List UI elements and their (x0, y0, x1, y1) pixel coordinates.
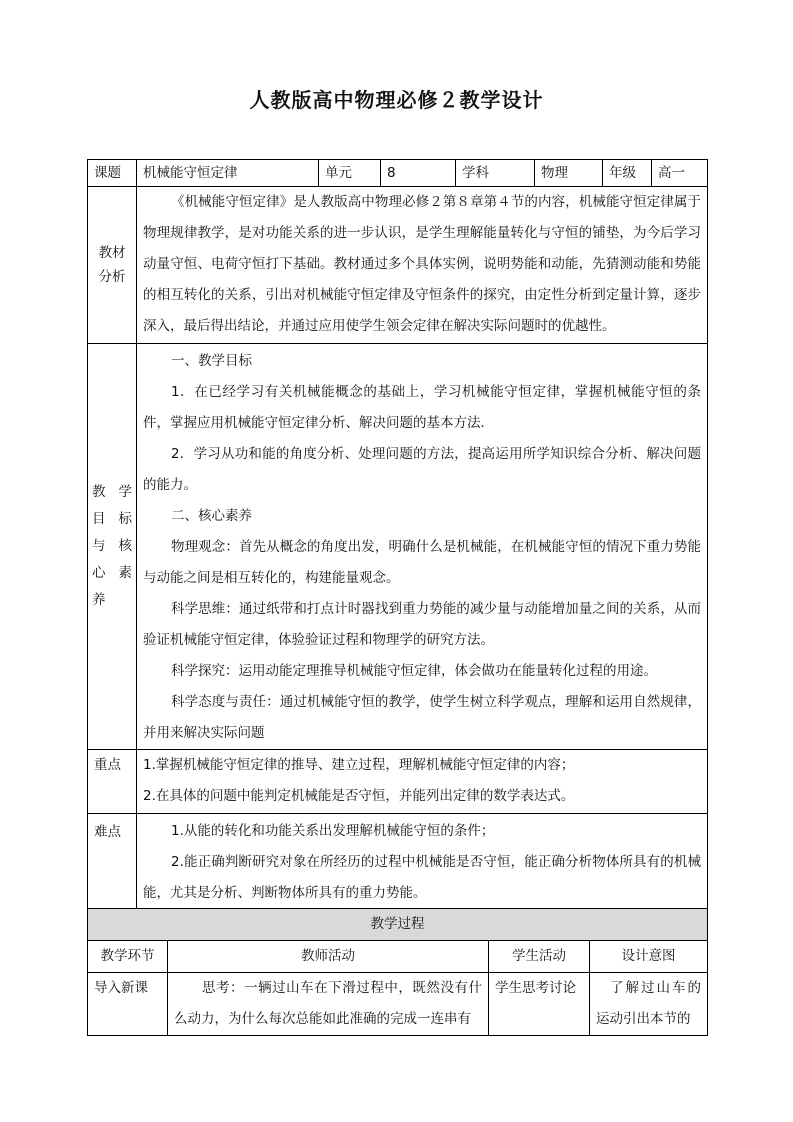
key-point-1: 1.掌握机械能守恒定律的推导、建立过程，理解机械能守恒定律的内容； (143, 757, 575, 773)
key-points-label: 重点 (88, 750, 137, 814)
design-intent-text: 了解过山车的运动引出本节的 (596, 980, 701, 1027)
key-point-2: 2.在具体的问题中能判定机械能是否守恒，并能列出定律的数学表达式。 (143, 788, 575, 804)
analysis-text (137, 187, 708, 344)
topic-value: 机械能守恒定律 (137, 160, 319, 187)
unit-label: 单元 (319, 160, 381, 187)
subject-label: 学科 (456, 160, 535, 187)
teacher-activity-cell (168, 973, 489, 1036)
col-stage: 教学环节 (88, 941, 168, 973)
grade-label: 年级 (603, 160, 652, 187)
grade-value: 高一 (652, 160, 708, 187)
key-points-row (88, 750, 708, 814)
process-columns-row (88, 941, 708, 973)
goals-content (137, 344, 708, 750)
difficulties-row (88, 814, 708, 910)
goals-label-line2: 目 标 (92, 511, 132, 527)
student-activity-cell: 学生思考讨论 (489, 973, 590, 1036)
stage-cell: 导入新课 (88, 973, 168, 1036)
difficulties-label: 难点 (88, 814, 137, 910)
unit-value: 8 (381, 160, 456, 187)
competency-2: 科学思维：通过纸带和打点计时器找到重力势能的减少量与动能增加量之间的关系，从而验证机械能守恒定律，体验验证过程和物理学的研究方法。 (143, 601, 701, 648)
analysis-row (88, 187, 708, 344)
col-intent: 设计意图 (590, 941, 708, 973)
goals-label-line4: 心 素 (92, 565, 132, 581)
analysis-paragraph: 《机械能守恒定律》是人教版高中物理必修２第８章第４节的内容，机械能守恒定律属于物理规律教学，是对功能关系的进一步认识，是学生理解能量转化与守恒的铺垫，为今后学习动量守恒、电荷守恒打下基础。教材通过多个具体实例，说明势能和动能，先猜测动能和势能的相互转化的关系，引出对机械能守恒定律及守恒条件的探究，由定性分析到定量计算，逐步深入，最后得出结论，并通过应用使学生领会定律在解决实际问题时的优越性。 (143, 194, 701, 334)
goal-1: 1．在已经学习有关机械能概念的基础上，学习机械能守恒定律，掌握机械能守恒的条件，掌握应用机械能守恒定律分析、解决问题的基本方法． (143, 384, 701, 431)
goals-label-line3: 与 核 (92, 538, 132, 554)
analysis-label-line1: 教材 (98, 245, 126, 261)
col-student: 学生活动 (489, 941, 590, 973)
lesson-info-table (87, 159, 708, 910)
goal-2: 2．学习从功和能的角度分析、处理问题的方法，提高运用所学知识综合分析、解决问题的能力。 (143, 446, 701, 493)
goals-label-line1: 教 学 (92, 484, 132, 500)
analysis-label (88, 187, 137, 344)
difficulty-1: 1.从能的转化和功能关系出发理解机械能守恒的条件； (171, 823, 495, 839)
difficulties-content (137, 814, 708, 910)
competency-1: 物理观念：首先从概念的角度出发，明确什么是机械能，在机械能守恒的情况下重力势能与动能之间是相互转化的，构建能量观念。 (143, 539, 701, 586)
teacher-activity-text: 思考：一辆过山车在下滑过程中，既然没有什么动力，为什么每次总能如此准确的完成一连串有 (174, 980, 482, 1027)
key-points-content (137, 750, 708, 814)
process-row-intro (88, 973, 708, 1036)
col-teacher: 教师活动 (168, 941, 489, 973)
competency-3: 科学探究：运用动能定理推导机械能守恒定律，体会做功在能量转化过程的用途。 (171, 663, 657, 679)
process-table (87, 908, 708, 1036)
process-header: 教学过程 (88, 909, 708, 941)
goals-heading-1: 一、教学目标 (171, 353, 252, 369)
competency-4: 科学态度与责任：通过机械能守恒的教学，使学生树立科学观点，理解和运用自然规律，并用来解决实际问题 (143, 694, 701, 741)
difficulty-2: 2.能正确判断研究对象在所经历的过程中机械能是否守恒，能正确分析物体所具有的机械能，尤其是分析、判断物体所具有的重力势能。 (143, 854, 701, 901)
goals-heading-2: 二、核心素养 (171, 508, 252, 524)
goals-label (88, 344, 137, 750)
topic-label: 课题 (88, 160, 137, 187)
info-row (88, 160, 708, 187)
analysis-label-line2: 分析 (98, 269, 126, 285)
document-title: 人教版高中物理必修２教学设计 (249, 88, 544, 112)
design-intent-cell (590, 973, 708, 1036)
subject-value: 物理 (535, 160, 603, 187)
goals-label-line5: 养 (92, 592, 106, 608)
goals-row (88, 344, 708, 750)
process-header-row (88, 909, 708, 941)
